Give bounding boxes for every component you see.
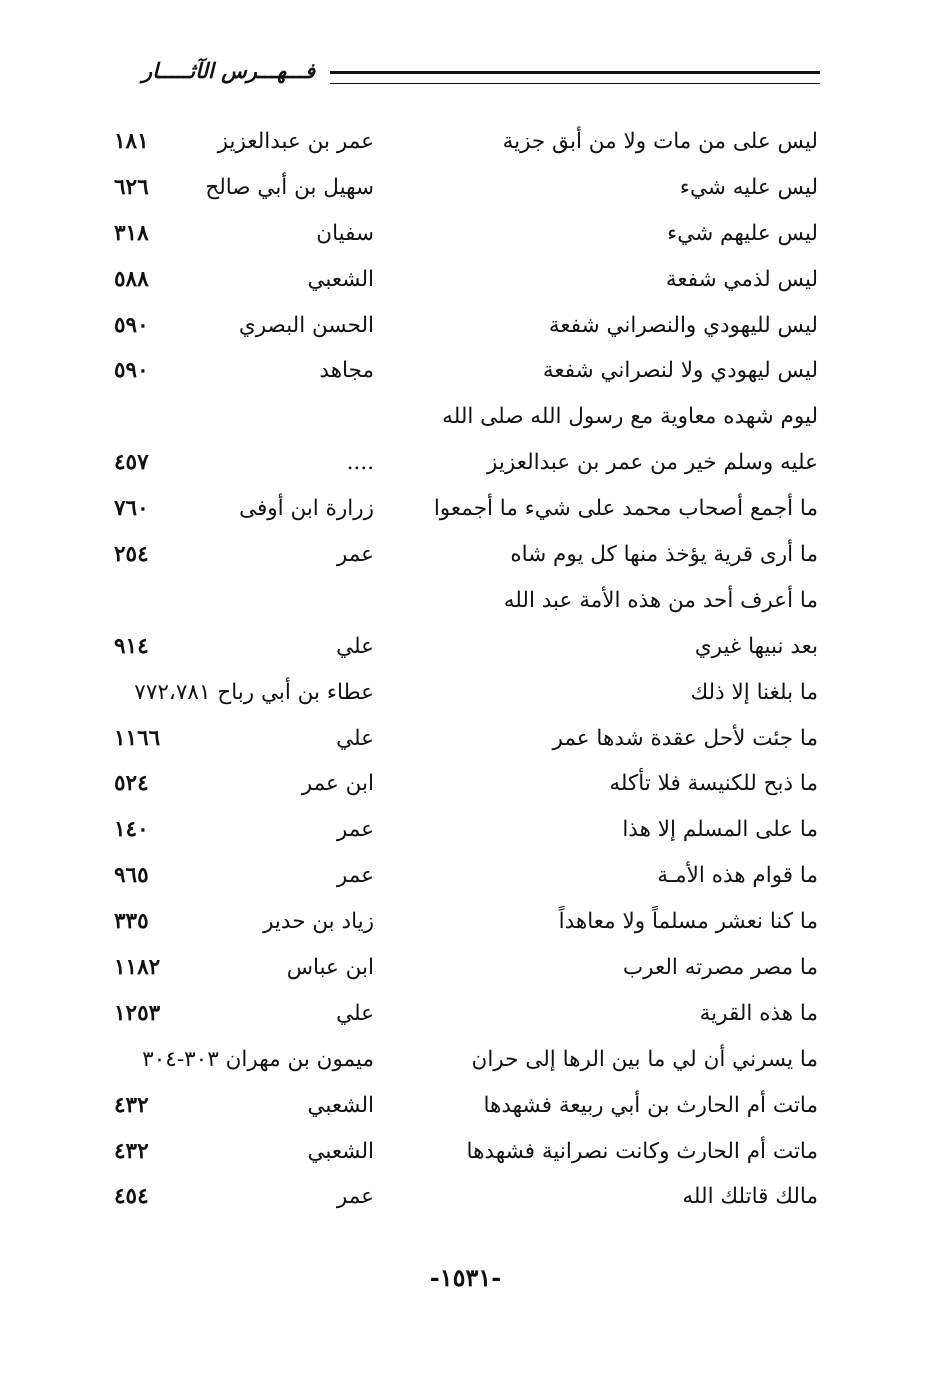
row-title: ما أجمع أصحاب محمد على شيء ما أجمعوا — [433, 496, 818, 522]
row-page: ٣١٨ — [114, 220, 149, 246]
index-row — [0, 488, 931, 534]
row-page: ١٢٥٣ — [114, 1000, 161, 1026]
row-title: ما ذبح للكنيسة فلا تأكله — [609, 771, 818, 797]
row-page: ٤٥٧ — [114, 450, 149, 476]
row-narrator: علي — [336, 633, 374, 659]
index-row — [0, 626, 931, 672]
index-row — [0, 534, 931, 580]
row-title: ماتت أم الحارث وكانت نصرانية فشهدها — [466, 1138, 818, 1164]
row-narrator: عمر — [336, 542, 374, 568]
row-narrator: الشعبي — [307, 266, 374, 292]
index-row — [0, 672, 931, 718]
row-title: ليس ليهودي ولا لنصراني شفعة — [542, 358, 818, 384]
index-row — [0, 580, 931, 626]
page-number: -١٥٣١- — [429, 1263, 502, 1292]
row-narrator: سفيان — [316, 220, 374, 246]
index-row — [0, 121, 931, 167]
index-row — [0, 350, 931, 396]
row-narrator: عمر — [336, 863, 374, 889]
row-title: ليس لذمي شفعة — [665, 266, 818, 292]
index-row — [0, 305, 931, 351]
row-page: ١٨١ — [114, 129, 149, 154]
row-narrator: الشعبي — [307, 1092, 374, 1118]
row-title: مالك قاتلك الله — [682, 1184, 818, 1210]
index-row — [0, 1176, 931, 1222]
index-row — [0, 763, 931, 809]
page-header — [105, 58, 820, 88]
row-title: ما بلغنا إلا ذلك — [690, 679, 818, 705]
index-row — [0, 213, 931, 259]
index-row — [0, 718, 931, 764]
row-page: ٤٥٤ — [114, 1184, 149, 1210]
row-title: ليس لليهودي والنصراني شفعة — [548, 312, 818, 338]
row-page: ٣٣٥ — [114, 909, 149, 935]
index-row — [0, 947, 931, 993]
row-title: ما كنا نعشر مسلماً ولا معاهداً — [558, 909, 818, 935]
row-title: ما يسرني أن لي ما بين الرها إلى حران — [471, 1046, 818, 1072]
row-narrator: عطاء بن أبي رباح ٧٧٢،٧٨١ — [134, 679, 374, 705]
row-page: ١١٦٦ — [114, 725, 161, 751]
row-page: ١٤٠ — [114, 817, 149, 843]
row-title: ما قوام هذه الأمـة — [657, 863, 818, 889]
row-title: ماتت أم الحارث بن أبي ربيعة فشهدها — [483, 1092, 818, 1118]
row-page: ١١٨٢ — [114, 955, 161, 981]
row-title: عليه وسلم خير من عمر بن عبدالعزيز — [487, 450, 818, 476]
row-narrator: عمر — [336, 817, 374, 843]
row-title: ما على المسلم إلا هذا — [622, 817, 818, 843]
row-narrator: ابن عباس — [286, 955, 374, 981]
row-page: ٤٣٢ — [114, 1138, 149, 1164]
index-row — [0, 167, 931, 213]
row-title: بعد نبيها غيري — [694, 633, 818, 659]
row-narrator: سهيل بن أبي صالح — [205, 174, 374, 200]
row-title: ما أرى قرية يؤخذ منها كل يوم شاه — [510, 542, 818, 568]
row-narrator: علي — [336, 1000, 374, 1026]
row-narrator: مجاهد — [319, 358, 374, 384]
row-title: ليس عليهم شيء — [667, 220, 818, 246]
index-row — [0, 1085, 931, 1131]
row-narrator: عمر — [336, 1184, 374, 1210]
row-page: ٥٩٠ — [114, 358, 149, 384]
row-page: ٩٦٥ — [114, 863, 149, 889]
row-title: ما مصر مصرته العرب — [622, 955, 818, 981]
row-page: ٥٩٠ — [114, 312, 149, 338]
row-title: ليس عليه شيء — [679, 174, 818, 200]
index-row — [0, 1039, 931, 1085]
row-title: ليس على من مات ولا من أبق جزية — [502, 129, 818, 154]
row-narrator: الحسن البصري — [238, 312, 374, 338]
row-page: ٤٣٢ — [114, 1092, 149, 1118]
row-title: ما أعرف أحد من هذه الأمة عبد الله — [503, 587, 818, 613]
index-row — [0, 855, 931, 901]
row-page: ٥٨٨ — [114, 266, 149, 292]
index-row — [0, 259, 931, 305]
row-narrator: ابن عمر — [301, 771, 374, 797]
row-narrator: علي — [336, 725, 374, 751]
row-narrator: .... — [346, 450, 374, 476]
index-row — [0, 809, 931, 855]
row-narrator: زرارة ابن أوفى — [239, 496, 374, 522]
row-page: ٥٢٤ — [114, 771, 149, 797]
row-page: ٢٥٤ — [114, 542, 149, 568]
row-title: ما جئت لأحل عقدة شدها عمر — [552, 725, 818, 751]
row-title: ليوم شهده معاوية مع رسول الله صلى الله — [442, 404, 818, 430]
row-narrator: عمر بن عبدالعزيز — [217, 129, 374, 154]
index-row — [0, 1131, 931, 1177]
index-list — [0, 121, 931, 1222]
index-row — [0, 396, 931, 442]
index-row — [0, 442, 931, 488]
row-page: ٩١٤ — [114, 633, 149, 659]
row-narrator: الشعبي — [307, 1138, 374, 1164]
row-page: ٧٦٠ — [114, 496, 149, 522]
index-row — [0, 901, 931, 947]
index-row — [0, 993, 931, 1039]
header-rule — [330, 71, 820, 84]
header-title: فـــهـــرس الآثـــــار — [142, 58, 315, 83]
row-narrator: ميمون بن مهران ٣٠٣-٣٠٤ — [142, 1046, 374, 1072]
row-narrator: زياد بن حدير — [263, 909, 374, 935]
row-title: ما هذه القرية — [699, 1000, 818, 1026]
row-page: ٦٢٦ — [114, 174, 149, 200]
